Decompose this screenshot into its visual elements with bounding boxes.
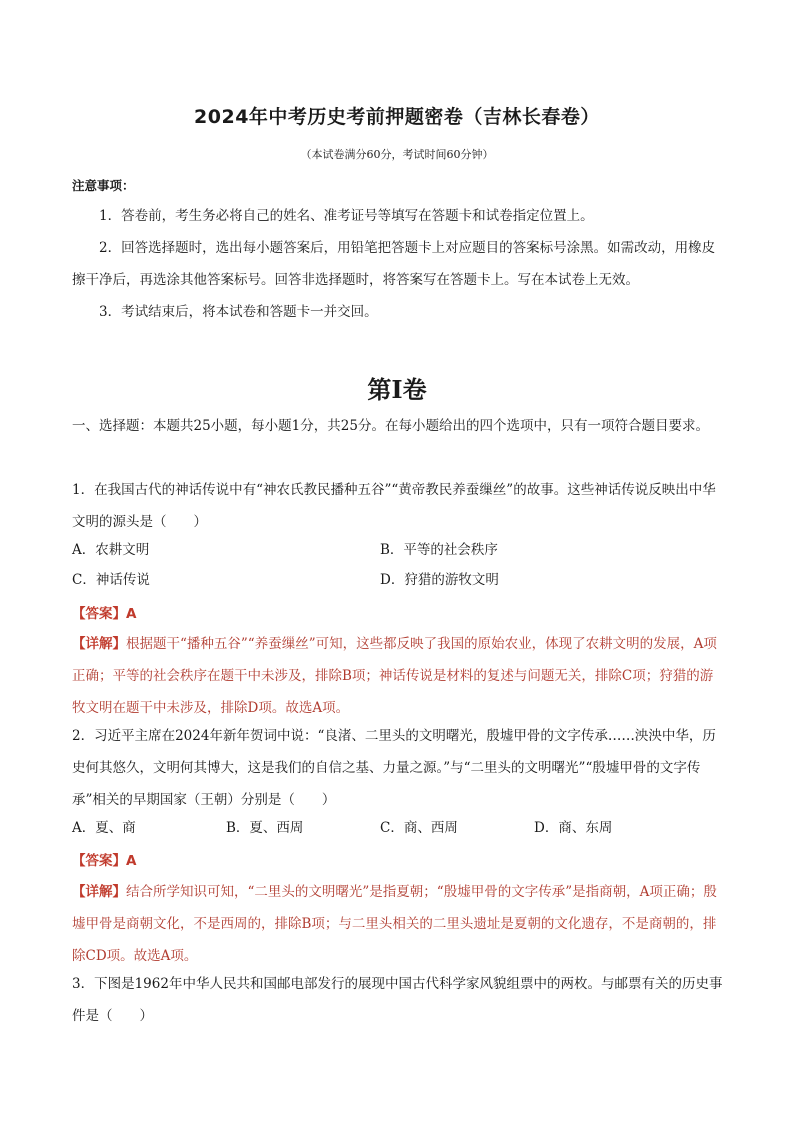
option-d: D．商、东周	[534, 820, 613, 836]
question-1-options	[72, 538, 724, 602]
option-d: D．狩猎的游牧文明	[380, 572, 499, 588]
page-title: 2024年中考历史考前押题密卷（吉林长春卷）	[194, 106, 600, 128]
question-1-detail	[72, 628, 724, 724]
notice-item: 1．答卷前，考生务必将自己的姓名、准考证号等填写在答题卡和试卷指定位置上。	[99, 208, 594, 224]
question-2-options	[72, 816, 724, 846]
question-2-answer	[72, 845, 724, 877]
question-2-detail	[72, 876, 724, 972]
detail-label: 【详解】	[72, 636, 126, 652]
question-1-stem: 1．在我国古代的神话传说中有“神农氏教民播种五谷”“黄帝教民养蚕缫丝”的故事。这些神话传说反映出中华文明的源头是（ ）	[72, 482, 716, 530]
option-b: B．夏、西周	[226, 820, 304, 836]
option-a: A．夏、商	[72, 820, 136, 836]
question-3-stem: 3．下图是1962年中华人民共和国邮电部发行的展现中国古代科学家风貌组票中的两枚。与邮票有关的历史事件是（ ）	[72, 976, 723, 1024]
detail-text: 根据题干“播种五谷”“养蚕缫丝”可知，这些都反映了我国的原始农业，体现了农耕文明的发展，A项正确；平等的社会秩序在题干中未涉及，排除B项；神话传说是材料的复述与问题无关，排除C项；狩猎的游牧文明在题干中未涉及，排除D项。故选A项。	[72, 636, 717, 716]
notice-item: 3．考试结束后，将本试卷和答题卡一并交回。	[99, 304, 378, 320]
option-a: A．农耕文明	[72, 542, 150, 558]
question-1-answer	[72, 598, 724, 630]
answer-label: 【答案】A	[72, 606, 137, 622]
option-c: C．神话传说	[72, 572, 150, 588]
detail-text: 结合所学知识可知，“二里头的文明曙光”是指夏朝；“殷墟甲骨的文字传承”是指商朝，A项正确；殷墟甲骨是商朝文化，不是西周的，排除B项；与二里头相关的二里头遗址是夏朝的文化遗存，不是商朝的，排除CD项。故选A项。	[72, 884, 717, 964]
answer-label: 【答案】A	[72, 853, 137, 869]
notice-item: 2．回答选择题时，选出每小题答案后，用铅笔把答题卡上对应题目的答案标号涂黑。如需改动，用橡皮擦干净后，再选涂其他答案标号。回答非选择题时，将答案写在答题卡上。写在本试卷上无效。	[72, 240, 716, 288]
option-c: C．商、西周	[380, 820, 458, 836]
question-2-stem: 2．习近平主席在2024年新年贺词中说：“良渚、二里头的文明曙光，殷墟甲骨的文字传承……泱泱中华，历史何其悠久，文明何其博大，这是我们的自信之基、力量之源。”与“二里头的文明曙光”“殷墟甲骨的文字传承”相关的早期国家（王朝）分别是（ ）	[72, 728, 716, 808]
section-title: 第Ⅰ卷	[367, 375, 427, 404]
notice-heading: 注意事项：	[72, 178, 135, 193]
section-instruction: 一、选择题：本题共25小题，每小题1分，共25分。在每小题给出的四个选项中，只有一项符合题目要求。	[72, 418, 709, 434]
option-b: B．平等的社会秩序	[380, 542, 498, 558]
detail-label: 【详解】	[72, 884, 126, 900]
page-subtitle: （本试卷满分60分，考试时间60分钟）	[300, 148, 494, 161]
